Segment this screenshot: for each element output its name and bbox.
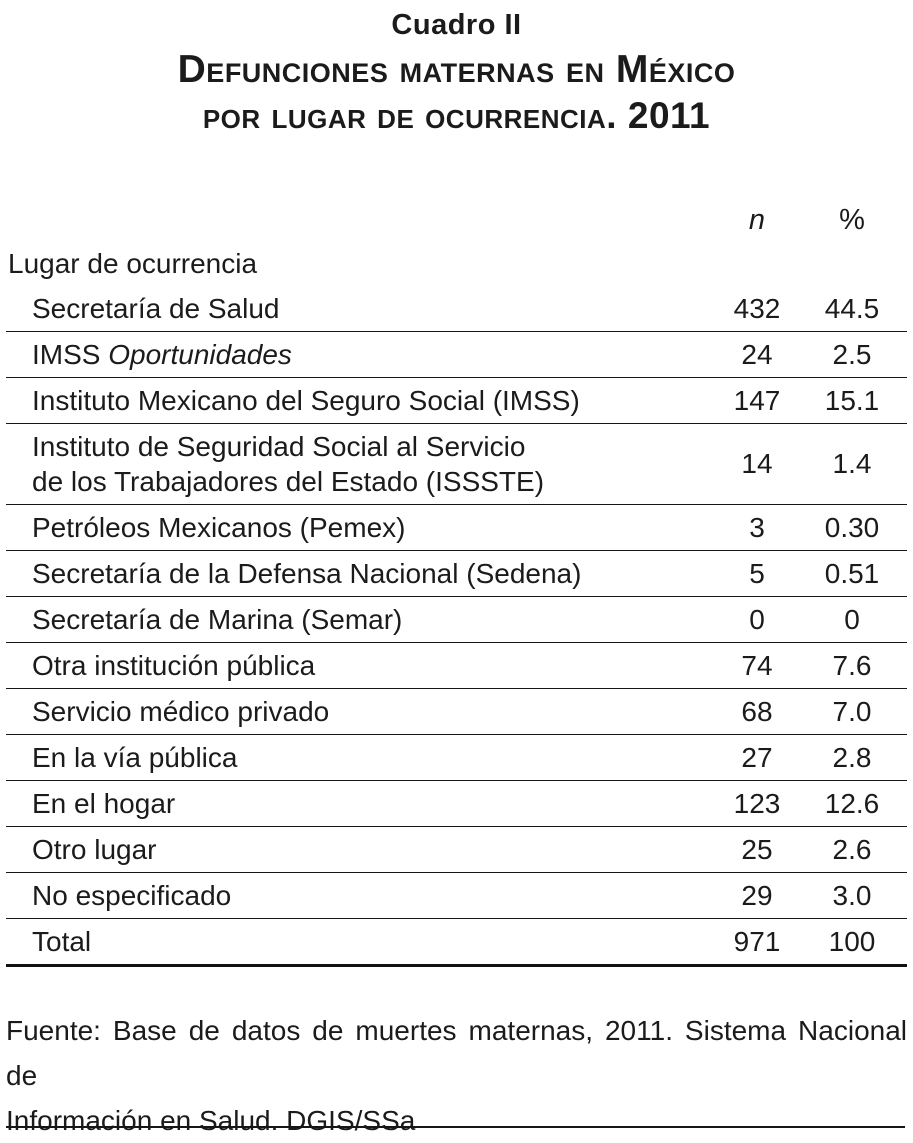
row-n-value: 14	[741, 448, 773, 479]
source-note-line-1: Fuente: Base de datos de muertes maternas, 2011. Sistema Nacional de	[6, 1015, 907, 1091]
row-n-value: 29	[741, 879, 773, 911]
row-label	[6, 510, 717, 545]
source-note-line-2: Información en Salud. DGIS/SSa	[6, 1105, 416, 1136]
row-percent-value: 1.4	[832, 448, 872, 479]
row-label	[6, 291, 717, 326]
row-label-text: Secretaría de Marina (Semar)	[32, 604, 403, 635]
table-row	[6, 551, 907, 597]
row-percent-value: 12.6	[824, 787, 880, 819]
row-label	[6, 740, 717, 775]
table-row	[6, 781, 907, 827]
total-label	[6, 924, 717, 959]
table-group-header: Lugar de ocurrencia	[8, 248, 258, 279]
row-label-text: Secretaría de Salud	[32, 293, 280, 324]
row-label-text: Secretaría de la Defensa Nacional (Sedena)	[32, 558, 582, 589]
table-row	[6, 597, 907, 643]
total-percent-value: 100	[828, 925, 876, 957]
row-n-value: 5	[749, 557, 765, 589]
row-label-text: Servicio médico privado	[32, 696, 330, 727]
row-n-value: 432	[733, 292, 781, 324]
table-title-line-2: por lugar de ocurrencia. 2011	[202, 95, 711, 136]
row-n-value: 25	[741, 833, 773, 865]
row-label-text: Petróleos Mexicanos (Pemex)	[32, 512, 406, 543]
row-percent-value: 0.30	[824, 511, 880, 543]
row-label	[6, 832, 717, 867]
data-table	[6, 198, 907, 967]
row-label	[6, 429, 717, 499]
row-n-value: 24	[741, 338, 773, 370]
row-label-text: Otro lugar	[32, 834, 157, 865]
row-percent-value: 15.1	[824, 384, 880, 416]
row-label	[6, 383, 717, 418]
table-row	[6, 643, 907, 689]
row-n-value: 0	[749, 603, 765, 635]
table-kicker: Cuadro II	[391, 9, 522, 41]
total-n-value: 971	[733, 925, 781, 957]
row-percent-value: 44.5	[824, 292, 880, 324]
row-n-value: 147	[733, 384, 781, 416]
row-label-text: Instituto Mexicano del Seguro Social (IMSS)	[32, 385, 580, 416]
row-percent-value: 2.8	[832, 741, 872, 773]
row-percent-value: 3.0	[832, 879, 872, 911]
row-label-text: En el hogar	[32, 788, 176, 819]
table-total-row	[6, 919, 907, 967]
table-row	[6, 424, 907, 505]
row-label	[6, 337, 717, 372]
row-label	[6, 556, 717, 591]
table-row	[6, 378, 907, 424]
table-row	[6, 689, 907, 735]
row-percent-value: 2.5	[832, 338, 872, 370]
row-n-value: 3	[749, 511, 765, 543]
row-n-value: 27	[741, 741, 773, 773]
row-label	[6, 602, 717, 637]
row-label	[6, 648, 717, 683]
row-n-value: 123	[733, 787, 781, 819]
row-label	[6, 694, 717, 729]
table-row	[6, 735, 907, 781]
table-header-row	[6, 198, 907, 242]
column-header-percent: %	[839, 203, 865, 236]
table-row	[6, 332, 907, 378]
row-n-value: 74	[741, 649, 773, 681]
row-n-value: 68	[741, 695, 773, 727]
source-note	[6, 1008, 907, 1143]
row-label-italic-text: Oportunidades	[108, 339, 292, 370]
row-label-text: En la vía pública	[32, 742, 238, 773]
table-title-line-1: Defunciones maternas en México	[177, 48, 736, 91]
row-label	[6, 878, 717, 913]
row-percent-value: 7.0	[832, 695, 872, 727]
row-percent-value: 0	[844, 603, 860, 635]
row-label-text: Otra institución pública	[32, 650, 316, 681]
table-row	[6, 505, 907, 551]
table-row	[6, 827, 907, 873]
table-row	[6, 286, 907, 332]
row-percent-value: 0.51	[824, 557, 880, 589]
table-row	[6, 873, 907, 919]
row-label-text: No especificado	[32, 880, 232, 911]
row-percent-value: 2.6	[832, 833, 872, 865]
row-label-second-line: de los Trabajadores del Estado (ISSSTE)	[32, 466, 545, 497]
bottom-rule	[6, 1126, 905, 1128]
row-label-text: IMSS	[32, 339, 109, 370]
row-label	[6, 786, 717, 821]
row-percent-value: 7.6	[832, 649, 872, 681]
column-header-n: n	[748, 203, 766, 236]
row-label-text: Instituto de Seguridad Social al Servicio	[32, 431, 526, 462]
total-label-text: Total	[32, 926, 92, 957]
